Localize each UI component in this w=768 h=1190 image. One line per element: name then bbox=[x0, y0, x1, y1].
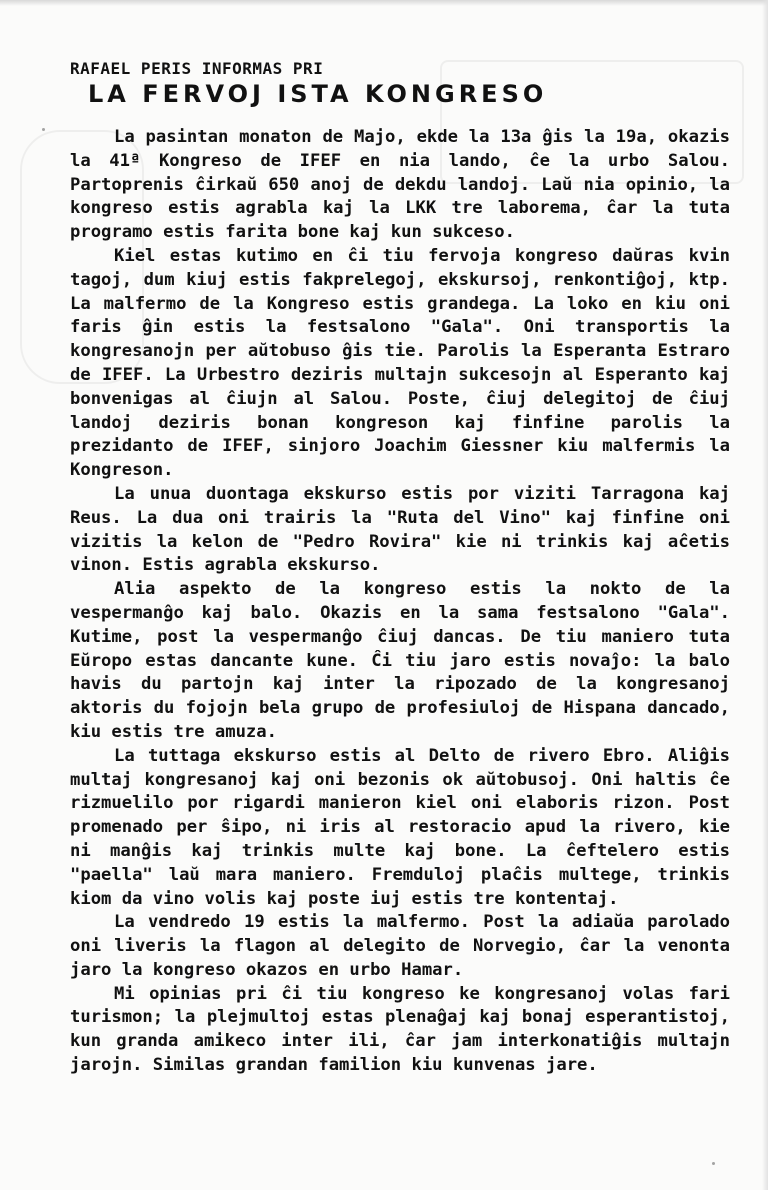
article-paragraph: Alia aspekto de la kongreso estis la nokto de la vespermanĝo kaj balo. Okazis en la sama festsalono "Gala". Kutime, post la vespermanĝo ĉiuj dancas. De tiu maniero tuta Eŭropo estas dancante kune. Ĉi tiu jaro estis novaĵo: la balo havis du partojn kaj inter la ripozado de la kongresanoj aktoris du fojojn bela grupo de profesiuloj de Hispana dancado, kiu estis tre amuza. bbox=[70, 579, 730, 742]
article-paragraph: Kiel estas kutimo en ĉi tiu fervoja kongreso daŭras kvin tagoj, dum kiuj estis fakprelegoj, ekskursoj, renkontiĝoj, ktp. La malfermo de la Kongreso estis grandega. La loko en kiu oni faris ĝin estis la festsalono "Gala". Oni transportis la kongresanojn per aŭtobuso ĝis tie. Parolis la Esperanta Estraro de IFEF. La Urbestro deziris multajn sukcesojn al Esperanto kaj bonvenigas al ĉiujn al Salou. Poste, ĉiuj delegitoj de ĉiuj landoj deziris bonan kongreson kaj finfine parolis la prezidanto de IFEF, sinjoro Joachim Giessner kiu malfermis la Kongreson. bbox=[70, 245, 730, 481]
scan-speck bbox=[42, 128, 45, 131]
article-paragraph: La unua duontaga ekskurso estis por viziti Tarragona kaj Reus. La dua oni trairis la "Ruta del Vino" kaj finfine oni vizitis la kelon de "Pedro Rovira" kie ni trinkis kaj aĉetis vinon. Estis agrabla ekskurso. bbox=[70, 483, 730, 576]
article-title: LA FERVOJ ISTA KONGRESO bbox=[88, 80, 548, 108]
article bbox=[70, 58, 730, 1078]
article-paragraph: Mi opinias pri ĉi tiu kongreso ke kongresanoj volas fari turismon; la plejmultoj estas plenaĝaj kaj bonaj esperantistoj, kun granda amikeco inter ili, ĉar jam interkonatiĝis multajn jarojn. Similas grandan familion kiu kunvenas jare. bbox=[70, 983, 730, 1076]
scan-speck bbox=[712, 1162, 715, 1165]
article-byline: RAFAEL PERIS INFORMAS PRI bbox=[70, 59, 324, 78]
scan-top-edge bbox=[0, 0, 768, 6]
article-paragraph: La tuttaga ekskurso estis al Delto de rivero Ebro. Aliĝis multaj kongresanoj kaj oni bezonis ok aŭtobusoj. Oni haltis ĉe rizmuelilo por rigardi manieron kiel oni elaboris rizon. Post promenado per ŝipo, ni iris al restoracio apud la rivero, kie ni manĝis kaj trinkis multe kaj bone. La ĉeftelero estis "paella" laŭ mara maniero. Fremduloj plaĉis multege, trinkis kiom da vino volis kaj poste iuj estis tre kontentaj. bbox=[70, 745, 730, 909]
article-paragraph: La pasintan monaton de Majo, ekde la 13a ĝis la 19a, okazis la 41ª Kongreso de IFEF en nia lando, ĉe la urbo Salou. Partoprenis ĉirkaŭ 650 anoj de dekdu landoj. Laŭ nia opinio, la kongreso estis agrabla kaj la LKK tre laborema, ĉar la tuta programo estis farita bone kaj kun sukceso. bbox=[70, 127, 730, 243]
article-paragraph: La vendredo 19 estis la malfermo. Post la adiaŭa parolado oni liveris la flagon al delegito de Norvegio, ĉar la venonta jaro la kongreso okazos en urbo Hamar. bbox=[70, 912, 730, 980]
scan-right-edge bbox=[762, 0, 768, 1190]
